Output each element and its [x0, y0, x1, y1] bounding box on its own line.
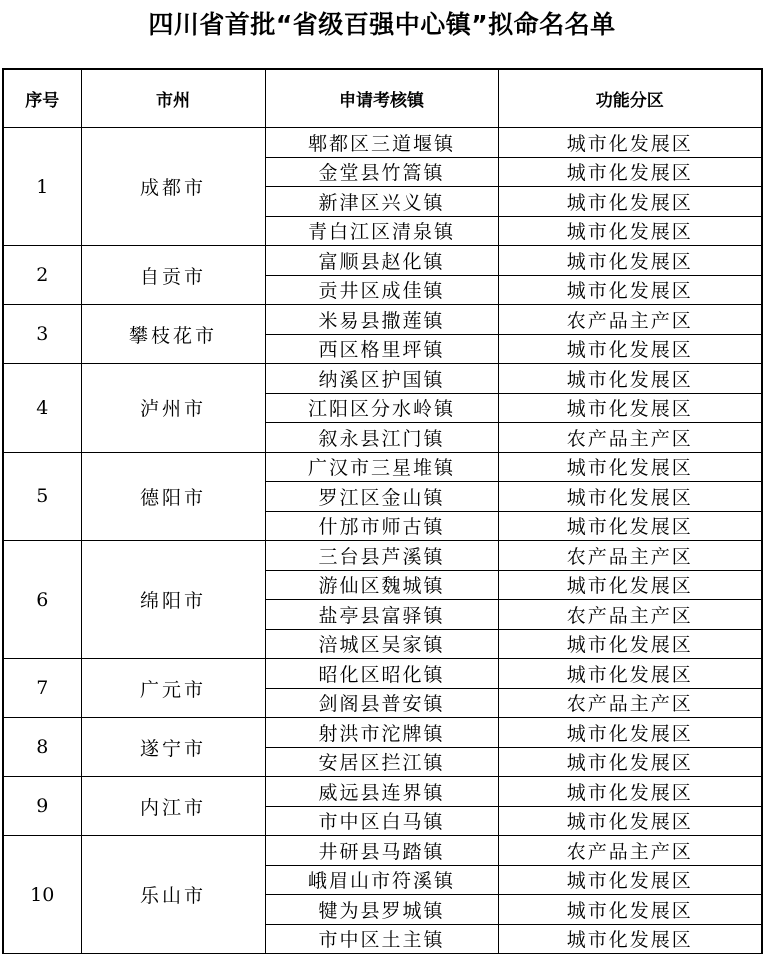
zone-cell: 农产品主产区: [498, 600, 762, 630]
zone-cell: 城市化发展区: [498, 187, 762, 217]
header-town: 申请考核镇: [265, 69, 498, 128]
town-cell: 江阳区分水岭镇: [265, 393, 498, 423]
row-index-cell: 6: [3, 541, 81, 659]
town-cell: 井研县马踏镇: [265, 836, 498, 866]
row-index-cell: 2: [3, 246, 81, 305]
zone-cell: 城市化发展区: [498, 275, 762, 305]
town-cell: 游仙区魏城镇: [265, 570, 498, 600]
town-cell: 安居区拦江镇: [265, 747, 498, 777]
city-cell: 乐山市: [81, 836, 265, 954]
town-cell: 犍为县罗城镇: [265, 895, 498, 925]
row-index-cell: 9: [3, 777, 81, 836]
table-row: [3, 777, 762, 807]
town-cell: 什邡市师古镇: [265, 511, 498, 541]
town-cell: 市中区白马镇: [265, 806, 498, 836]
town-cell: 涪城区吴家镇: [265, 629, 498, 659]
zone-cell: 城市化发展区: [498, 777, 762, 807]
town-cell: 新津区兴义镇: [265, 187, 498, 217]
town-cell: 剑阁县普安镇: [265, 688, 498, 718]
zone-cell: 城市化发展区: [498, 924, 762, 954]
town-cell: 贡井区成佳镇: [265, 275, 498, 305]
zone-cell: 城市化发展区: [498, 364, 762, 394]
header-city: 市州: [81, 69, 265, 128]
nomination-table: [2, 68, 763, 954]
town-cell: 威远县连界镇: [265, 777, 498, 807]
zone-cell: 城市化发展区: [498, 865, 762, 895]
city-cell: 自贡市: [81, 246, 265, 305]
town-cell: 青白江区清泉镇: [265, 216, 498, 246]
table-row: [3, 659, 762, 689]
table-row: [3, 452, 762, 482]
zone-cell: 农产品主产区: [498, 423, 762, 453]
zone-cell: 城市化发展区: [498, 747, 762, 777]
zone-cell: 城市化发展区: [498, 806, 762, 836]
zone-cell: 农产品主产区: [498, 541, 762, 571]
table-body: [3, 128, 762, 954]
table-row: [3, 541, 762, 571]
table-row: [3, 128, 762, 158]
town-cell: 金堂县竹篙镇: [265, 157, 498, 187]
town-cell: 盐亭县富驿镇: [265, 600, 498, 630]
table-header-row: [3, 69, 762, 128]
zone-cell: 城市化发展区: [498, 452, 762, 482]
town-cell: 郫都区三道堰镇: [265, 128, 498, 158]
table-row: [3, 305, 762, 335]
town-cell: 罗江区金山镇: [265, 482, 498, 512]
zone-cell: 农产品主产区: [498, 305, 762, 335]
zone-cell: 城市化发展区: [498, 246, 762, 276]
zone-cell: 城市化发展区: [498, 718, 762, 748]
zone-cell: 城市化发展区: [498, 629, 762, 659]
town-cell: 广汉市三星堆镇: [265, 452, 498, 482]
zone-cell: 城市化发展区: [498, 570, 762, 600]
table-row: [3, 364, 762, 394]
row-index-cell: 10: [3, 836, 81, 954]
town-cell: 三台县芦溪镇: [265, 541, 498, 571]
town-cell: 富顺县赵化镇: [265, 246, 498, 276]
zone-cell: 城市化发展区: [498, 511, 762, 541]
zone-cell: 农产品主产区: [498, 836, 762, 866]
zone-cell: 城市化发展区: [498, 895, 762, 925]
town-cell: 米易县撒莲镇: [265, 305, 498, 335]
zone-cell: 城市化发展区: [498, 128, 762, 158]
city-cell: 攀枝花市: [81, 305, 265, 364]
town-cell: 射洪市沱牌镇: [265, 718, 498, 748]
header-zone: 功能分区: [498, 69, 762, 128]
zone-cell: 城市化发展区: [498, 659, 762, 689]
table-row: [3, 836, 762, 866]
zone-cell: 城市化发展区: [498, 216, 762, 246]
city-cell: 德阳市: [81, 452, 265, 541]
zone-cell: 城市化发展区: [498, 157, 762, 187]
city-cell: 内江市: [81, 777, 265, 836]
city-cell: 泸州市: [81, 364, 265, 453]
town-cell: 叙永县江门镇: [265, 423, 498, 453]
town-cell: 市中区土主镇: [265, 924, 498, 954]
zone-cell: 农产品主产区: [498, 688, 762, 718]
town-cell: 纳溪区护国镇: [265, 364, 498, 394]
row-index-cell: 7: [3, 659, 81, 718]
town-cell: 峨眉山市符溪镇: [265, 865, 498, 895]
row-index-cell: 1: [3, 128, 81, 246]
header-index: 序号: [3, 69, 81, 128]
zone-cell: 城市化发展区: [498, 393, 762, 423]
city-cell: 成都市: [81, 128, 265, 246]
city-cell: 广元市: [81, 659, 265, 718]
town-cell: 昭化区昭化镇: [265, 659, 498, 689]
row-index-cell: 4: [3, 364, 81, 453]
row-index-cell: 3: [3, 305, 81, 364]
city-cell: 绵阳市: [81, 541, 265, 659]
city-cell: 遂宁市: [81, 718, 265, 777]
table-row: [3, 718, 762, 748]
row-index-cell: 8: [3, 718, 81, 777]
row-index-cell: 5: [3, 452, 81, 541]
page-title: 四川省首批“省级百强中心镇”拟命名名单: [148, 10, 616, 39]
zone-cell: 城市化发展区: [498, 334, 762, 364]
town-cell: 西区格里坪镇: [265, 334, 498, 364]
table-row: [3, 246, 762, 276]
zone-cell: 城市化发展区: [498, 482, 762, 512]
